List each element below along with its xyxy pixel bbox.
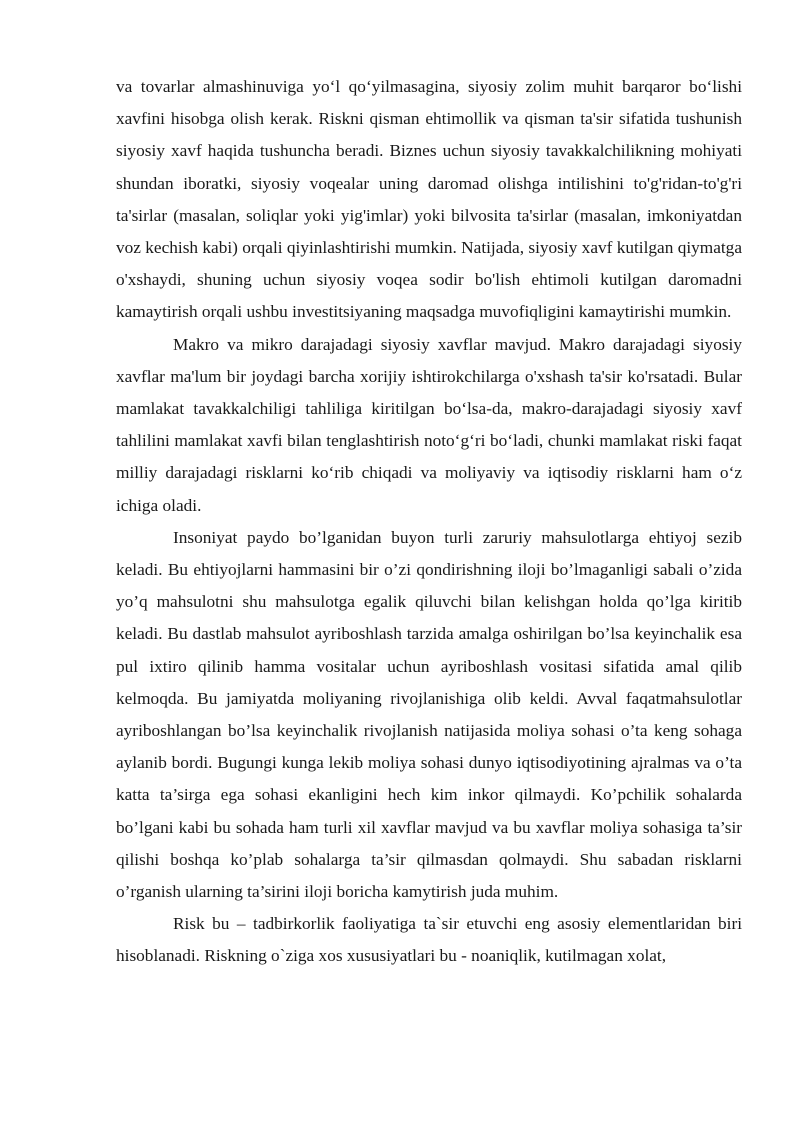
paragraph-political-risk: va tovarlar almashinuviga yo‘l qo‘yilmasagina, siyosiy zolim muhit barqaror bo‘lishi xavfini hisobga olish kerak. Riskni qisman ehtimollik va qisman ta'sir sifatida tushunish siyosiy xavf haqida tushuncha beradi. Biznes uchun siyosiy tavakkalchilikning mohiyati shundan iboratki, siyosiy voqealar uning daromad olishga intilishini to'g'ridan-to'g'ri ta'sirlar (masalan, soliqlar yoki yig'imlar) yoki bilvosita ta'sirlar (masalan, imkoniyatdan voz kechish kabi) orqali qiyinlashtirishi mumkin. Natijada, siyosiy xavf kutilgan qiymatga o'xshaydi, shuning uchun siyosiy voqea sodir bo'lish ehtimoli kutilgan daromadni kamaytirish orqali ushbu investitsiyaning maqsadga muvofiqligini kamaytirishi mumkin. xyxy=(116,77,742,322)
paragraph-risk-definition: Risk bu – tadbirkorlik faoliyatiga ta`sir etuvchi eng asosiy elementlaridan biri hisoblanadi. Riskning o`ziga xos xususiyatlari bu - noaniqlik, kutilmagan xolat, xyxy=(116,914,742,966)
paragraph-macro-micro-risk: Makro va mikro darajadagi siyosiy xavflar mavjud. Makro darajadagi siyosiy xavflar ma'lum bir joydagi barcha xorijiy ishtirokchilarga o'xshash ta'sir ko'rsatadi. Bular mamlakat tavakkalchiligi tahliliga kiritilgan bo‘lsa-da, makro-darajadagi siyosiy xavf tahlilini mamlakat xavfi bilan tenglashtirish noto‘g‘ri bo‘ladi, chunki mamlakat riski faqat milliy darajadagi risklarni ko‘rib chiqadi va moliyaviy va iqtisodiy risklarni ham o‘z ichiga oladi. xyxy=(116,334,742,515)
paragraph-finance-history: Insoniyat paydo bo’lganidan buyon turli zaruriy mahsulotlarga ehtiyoj sezib keladi. Bu ehtiyojlarni hammasini bir o’zi qondirishning iloji bo’lmaganligi sabali o’zida yo’q mahsulotni shu mahsulotga egalik qiluvchi bilan kelishgan holda qo’lga kiritib keladi. Bu dastlab mahsulot ayriboshlash tarzida amalga oshirilgan bo’lsa keyinchalik esa pul ixtiro qilinib hamma vositalar uchun ayriboshlash vositasi sifatida amal qilib kelmoqda. Bu jamiyatda moliyaning rivojlanishiga olib keldi. Avval faqatmahsulotlar ayriboshlangan bo’lsa keyinchalik rivojlanish natijasida moliya sohasi o’ta keng sohaga aylanib bordi. Bugungi kunga lekib moliya sohasi dunyo iqtisodiyotining ajralmas va o’ta katta ta’sirga ega sohasi ekanligini hech kim inkor qilmaydi. Ko’pchilik sohalarda bo’lgani kabi bu sohada ham turli xil xavflar mavjud va bu xavflar moliya sohasiga ta’sir qilishi boshqa ko’plab sohalarga ta’sir qilmasdan qolmaydi. Shu sabadan risklarni o’rganish ularning ta’sirini iloji boricha kamytirish juda muhim. xyxy=(116,527,742,902)
document-page xyxy=(116,71,742,973)
